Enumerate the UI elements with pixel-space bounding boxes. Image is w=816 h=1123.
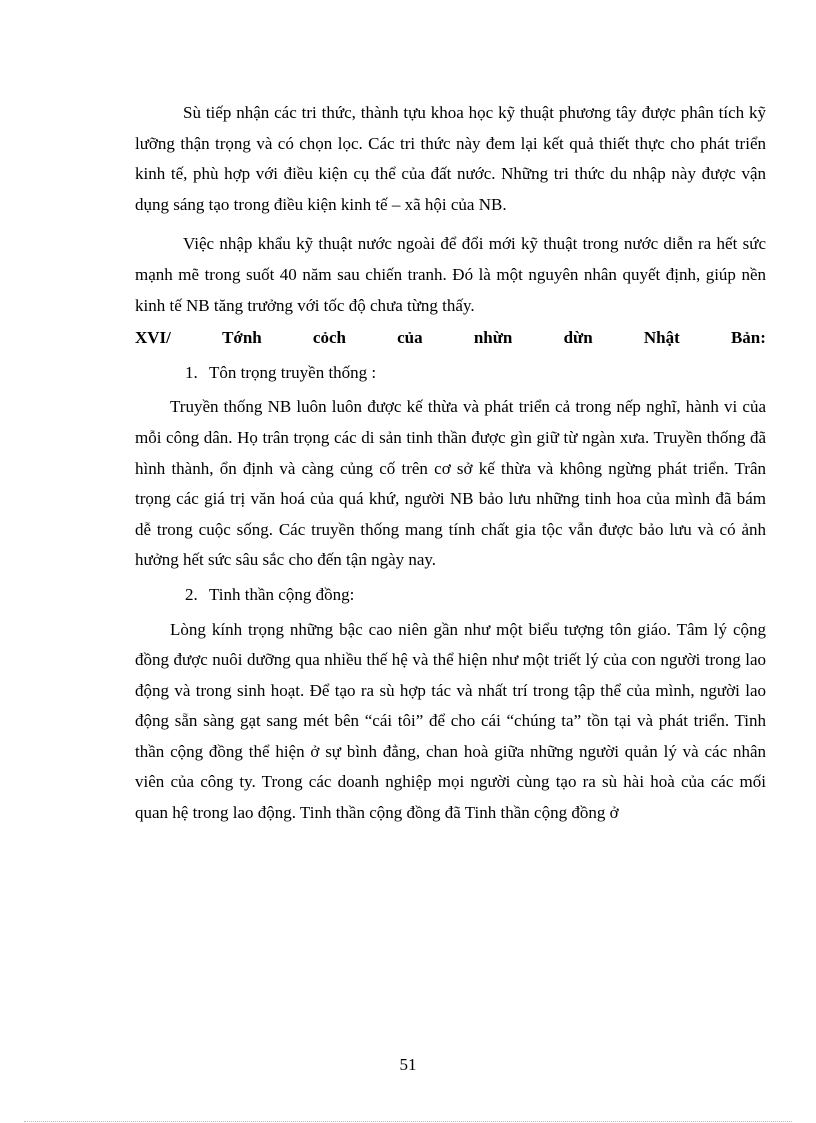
page-number: 51 bbox=[399, 1055, 417, 1074]
list-number: 1. bbox=[185, 362, 198, 382]
list-title: Tinh thần cộng đồng: bbox=[209, 584, 355, 604]
list-title: Tôn trọng truyền thống : bbox=[209, 362, 377, 382]
paragraph-tradition: Truyền thống NB luôn luôn được kế thừa và phát triển cả trong nếp nghĩ, hành vi của mỗi công dân. Họ trân trọng các di sản tinh thần được gìn giữ từ ngàn xưa. Truyền thống đã hình thành, ổn định và càng củng cố trên cơ sở kế thừa và không ngừng phát triển. Trân trọng các giá trị văn hoá của quá khứ, người NB bảo lưu những tinh hoa của mình đã bám dễ trong cuộc sống. Các truyền thống mang tính chất gia tộc vẫn được bảo lưu và có ảnh hưởng hết sức sâu sắc cho đến tận ngày nay. bbox=[135, 397, 766, 570]
section-heading bbox=[135, 323, 766, 354]
heading-word: dừn bbox=[563, 328, 593, 348]
list-number: 2. bbox=[185, 584, 198, 604]
paragraph-community: Lòng kính trọng những bậc cao niên gần như một biểu tượng tôn giáo. Tâm lý cộng đồng được nuôi dưỡng qua nhiều thế hệ và thể hiện như một triết lý của con người trong lao động và trong sinh hoạt. Để tạo ra sù hợp tác và nhất trí trong tập thể của mình, người lao động sẵn sàng gạt sang mét bên “cái tôi” để cho cái “chúng ta” tồn tại và phát triển. Tinh thần cộng đồng thể hiện ở sự bình đẳng, chan hoà giữa những người quản lý và các nhân viên của công ty. Trong các doanh nghiệp mọi người cùng tạo ra sù hài hoà của các mối quan hệ trong lao động. Tinh thần cộng đồng đã Tinh thần cộng đồng ở bbox=[135, 619, 766, 823]
page-bottom-rule bbox=[24, 1121, 792, 1122]
paragraph-knowledge-adoption: Sù tiếp nhận các tri thức, thành tựu khoa học kỹ thuật phương tây được phân tích kỹ lưỡng thận trọng và có chọn lọc. Các tri thức này đem lại kết quả thiết thực cho phát triển kinh tế, phù hợp với điều kiện cụ thể của đất nước. Những tri thức du nhập này được vận dụng sáng tạo trong điều kiện kinh tế – xã hội của NB. bbox=[135, 103, 766, 214]
list-item-community bbox=[135, 580, 766, 611]
heading-word: của bbox=[397, 328, 423, 348]
heading-word: Tớnh bbox=[222, 328, 262, 348]
list-item-tradition bbox=[135, 358, 766, 389]
heading-word: nhừn bbox=[473, 328, 513, 348]
heading-word: Bản: bbox=[730, 328, 766, 348]
body-text bbox=[135, 98, 766, 829]
heading-word: cỏch bbox=[312, 328, 346, 348]
paragraph-technology-import: Việc nhập khẩu kỹ thuật nước ngoài để đổi mới kỹ thuật trong nước diễn ra hết sức mạnh mẽ trong suốt 40 năm sau chiến tranh. Đó là một nguyên nhân quyết định, giúp nền kinh tế NB tăng trưởng với tốc độ chưa từng thấy. bbox=[135, 234, 766, 315]
heading-word: Nhật bbox=[643, 328, 680, 348]
heading-word: XVI/ bbox=[135, 328, 171, 348]
